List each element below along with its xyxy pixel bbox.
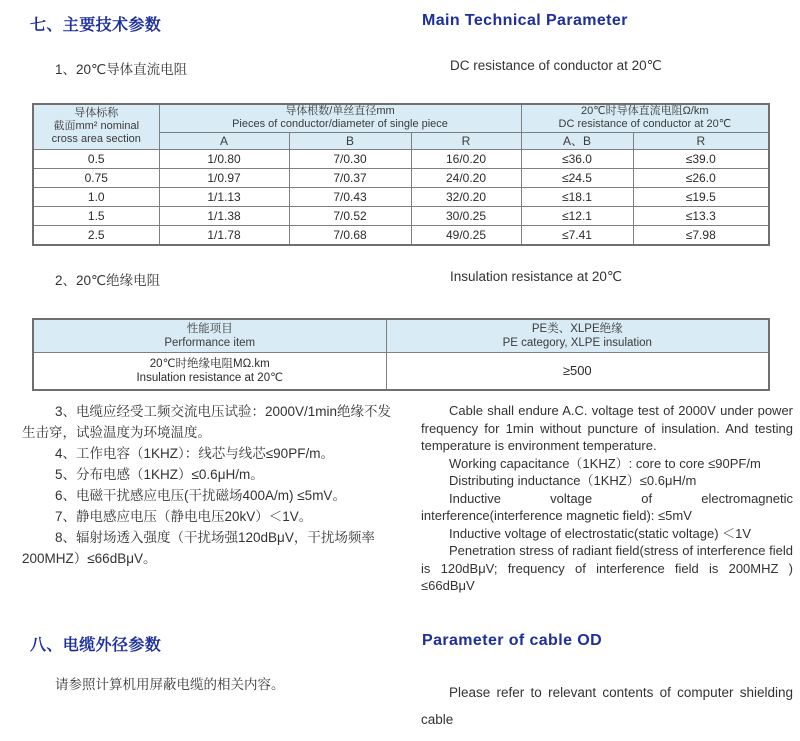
table-header-row (33, 319, 769, 353)
spec-item-zh-6: 6、电磁干扰感应电压(干扰磁场400A/m) ≤5mV。 (55, 488, 346, 503)
table-row (33, 168, 769, 187)
cell: 0.75 (33, 168, 159, 187)
spec-item-zh-4: 4、工作电容（1KHZ）：线芯与线芯≤90PF/m。 (55, 446, 334, 461)
note-zh: 请参照计算机用屏蔽电缆的相关内容。 (55, 677, 285, 692)
cell: ≤7.98 (633, 225, 769, 245)
nominal-line3: cross area section (51, 133, 141, 146)
pieces-label-en: Pieces of conductor/diameter of single piece (232, 118, 448, 131)
pe-label-zh: PE类、XLPE绝缘 (531, 323, 623, 335)
cell: 1/1.38 (159, 206, 289, 225)
header-pe-xlpe (386, 319, 769, 353)
spec-item-zh-8: 8、辐射场透入强度（干扰场强120dBμV，干扰场频率200MHZ）≤66dBμV。 (22, 530, 375, 566)
cell: 1.5 (33, 206, 159, 225)
dc-label-en: DC resistance of conductor at 20℃ (558, 118, 732, 131)
col-group-dc-resistance (521, 104, 769, 132)
spec-item-en-5: Distributing inductance（1KHZ）≤0.6μH/m (449, 473, 697, 488)
performance-label-en: Performance item (164, 337, 256, 349)
cell: 1/0.97 (159, 168, 289, 187)
spec-column-en (421, 402, 793, 595)
subcol-a: A (159, 132, 289, 149)
section7-heading-en: Main Technical Parameter (422, 12, 628, 29)
spec-column-zh (22, 401, 398, 569)
spec-item-en-4: Working capacitance（1KHZ）: core to core ≤90PF/m (449, 455, 761, 471)
table-row (33, 353, 769, 391)
item1-label-zh: 1、20℃导体直流电阻 (55, 62, 188, 77)
col-group-pieces (159, 104, 521, 132)
cell: ≤12.1 (521, 206, 633, 225)
cell: ≤7.41 (521, 225, 633, 245)
cell: 7/0.43 (289, 187, 411, 206)
spec-item-zh-5: 5、分布电感（1KHZ）≤0.6μH/m。 (55, 467, 264, 482)
cell: ≤19.5 (633, 187, 769, 206)
cell: 7/0.52 (289, 206, 411, 225)
insulation-resistance-table (32, 318, 770, 391)
row-value: ≥500 (386, 353, 769, 391)
cell: 7/0.30 (289, 149, 411, 168)
cell: 7/0.68 (289, 225, 411, 245)
subcol-ab: A、B (521, 132, 633, 149)
dc-label-zh: 20℃时导体直流电阻Ω/km (581, 105, 709, 118)
cell: ≤24.5 (521, 168, 633, 187)
header-performance-item (33, 319, 386, 353)
performance-label-zh: 性能项目 (186, 323, 233, 335)
cell: ≤26.0 (633, 168, 769, 187)
spec-item-en-3: Cable shall endure A.C. voltage test of 2000V under power frequency for 1min without puncture of insulation. And testing temperature is environment temperature. (421, 403, 793, 453)
cell: 24/0.20 (411, 168, 521, 187)
cell: ≤36.0 (521, 149, 633, 168)
dc-resistance-table (32, 103, 770, 246)
spec-item-en-8: Penetration stress of radiant field(stress of interference field is 120dBμV; frequency of interference field is 200MHZ ) ≤66dBμV (421, 543, 793, 593)
subcol-r2: R (633, 132, 769, 149)
cell: ≤18.1 (521, 187, 633, 206)
table-row (33, 187, 769, 206)
section7-heading-zh: 七、主要技术参数 (30, 17, 162, 34)
col-header-nominal (33, 104, 159, 149)
section8-heading-en: Parameter of cable OD (422, 632, 603, 649)
table-row (33, 225, 769, 245)
section8-heading-zh: 八、电缆外径参数 (30, 637, 162, 654)
item1-label-en: DC resistance of conductor at 20℃ (450, 58, 662, 73)
cell: 16/0.20 (411, 149, 521, 168)
spec-item-en-7: Inductive voltage of electrostatic(static voltage) ＜1V (449, 525, 752, 541)
cell: 30/0.25 (411, 206, 521, 225)
table-row (33, 149, 769, 168)
cell: ≤39.0 (633, 149, 769, 168)
spec-item-zh-7: 7、静电感应电压（静电电压20kV）＜1V。 (55, 509, 313, 524)
cell: 1.0 (33, 187, 159, 206)
note-en: Please refer to relevant contents of computer shielding cable (421, 685, 793, 727)
nominal-line1: 导体标称 (74, 107, 119, 120)
cell: 1/1.78 (159, 225, 289, 245)
cell: ≤13.3 (633, 206, 769, 225)
item2-label-zh: 2、20℃绝缘电阻 (55, 273, 161, 288)
cell: 1/0.80 (159, 149, 289, 168)
pe-label-en: PE category, XLPE insulation (502, 337, 652, 349)
cell: 7/0.37 (289, 168, 411, 187)
row-label-zh: 20℃时绝缘电阻MΩ.km (149, 358, 270, 370)
cell: 0.5 (33, 149, 159, 168)
nominal-line2: 截面mm² nominal (53, 120, 140, 133)
cell: 32/0.20 (411, 187, 521, 206)
cell: 2.5 (33, 225, 159, 245)
cell: 49/0.25 (411, 225, 521, 245)
pieces-label-zh: 导体根数/单丝直径mm (285, 105, 395, 118)
spec-item-en-6: Inductive voltage of electromagnetic interference(interference magnetic field): ≤5mV (421, 490, 793, 523)
cell: 1/1.13 (159, 187, 289, 206)
row-label (33, 353, 386, 391)
subcol-b: B (289, 132, 411, 149)
table-header-row (33, 104, 769, 132)
table-row (33, 206, 769, 225)
item2-label-en: Insulation resistance at 20℃ (450, 269, 623, 284)
subcol-r: R (411, 132, 521, 149)
row-label-en: Insulation resistance at 20℃ (136, 372, 284, 384)
spec-item-zh-3: 3、电缆应经受工频交流电压试验：2000V/1min绝缘不发生击穿，试验温度为环境温度。 (22, 404, 392, 440)
